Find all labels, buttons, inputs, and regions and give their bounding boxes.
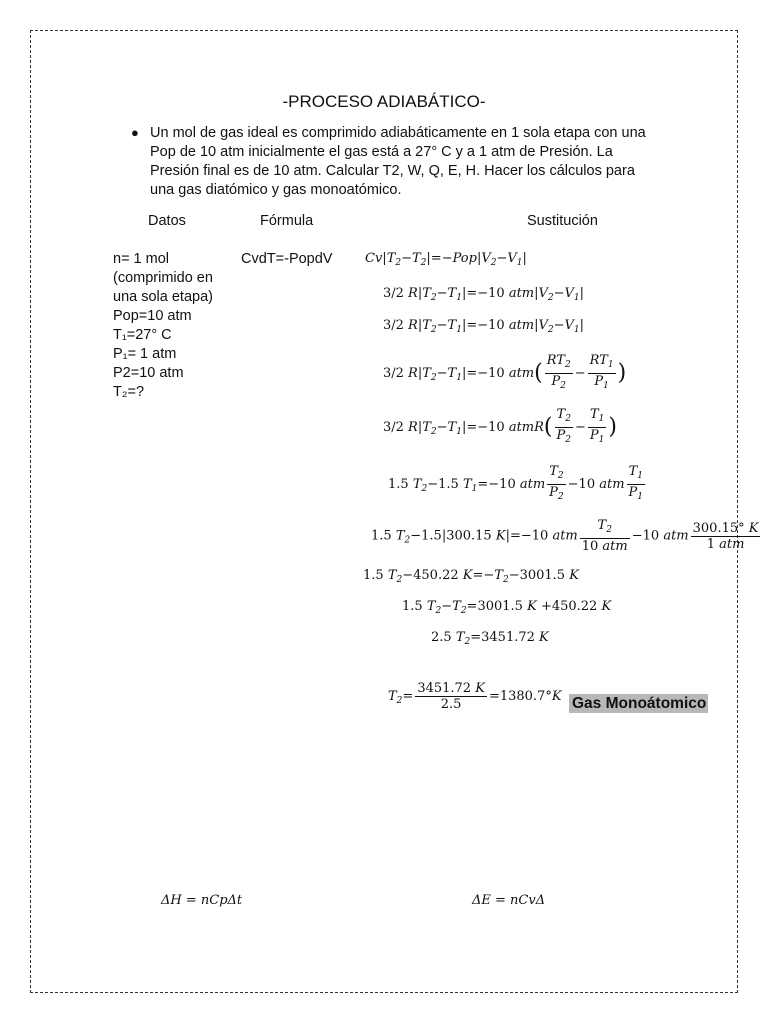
datos-line: (comprimido en (113, 270, 213, 286)
datos-line: T₁=27° C (113, 327, 172, 343)
datos-line: P₁= 1 atm (113, 346, 177, 362)
page-title: -PROCESO ADIABÁTICO- (282, 92, 486, 111)
gas-monoatomico-label: Gas Monoátomico (569, 694, 708, 713)
equation-step-6: 1.5 $T_2-1.5$ $T_1=-10$ atm $\frac{T_2}{P_2}$ −10 atm $\frac{T_1}{P_1}$ (388, 464, 644, 502)
enthalpy-formula: ΔH = nCpΔt (161, 893, 243, 908)
equation-step-10: 2.5 $T_2=3451.72$ K (431, 630, 549, 647)
equation-step-7: 1.5 $T_2-1.5|300.15$ K|=−10 atm $\frac{T_2}{\text{10 atm}}$ −10 atm $\frac{300.15^\circ K}{\text{1 atm}}$ (371, 518, 759, 554)
header-datos: Datos (148, 213, 186, 229)
datos-line: una sola etapa) (113, 289, 213, 305)
formula-text: CvdT=-PopdV (241, 251, 333, 267)
datos-line: Pop=10 atm (113, 308, 192, 324)
bullet-icon: ● (131, 125, 139, 140)
equation-step-1: $Cv|T_2-T_2|=-Pop|V_2-V_1|$ (365, 251, 527, 268)
equation-step-5: 3/2 $R|T_2-T_1|=-10$ atmR( $\frac{T_2}{P_2}$ − $\frac{T_1}{P_1}$ ) (383, 407, 617, 445)
equation-result: $T_2=$ $\frac{3451.72 K}{2.5}$ =1380.7°K (388, 681, 562, 712)
datos-line: P2=10 atm (113, 365, 184, 381)
header-formula: Fórmula (260, 213, 314, 229)
header-sustitucion: Sustitución (527, 213, 598, 229)
equation-step-9: 1.5 $T_2-T_2=3001.5$ K +450.22 K (402, 599, 612, 616)
datos-line: n= 1 mol (113, 251, 170, 267)
equation-step-8: 1.5 $T_2-450.22$ $K=-T_2-3001.5$ K (363, 568, 579, 585)
problem-statement: Un mol de gas ideal es comprimido adiabáticamente en 1 sola etapa con una Pop de 10 atm inicialmente el gas está a 27° C y a 1 atm de Presión. La Presión final es de 10 atm. Calcular T2, W, Q, E, H. Hacer los cálculos para una gas diatómico y gas monoatómico. (150, 125, 646, 198)
equation-step-3: 3/2 $R|T_2-T_1|=-10$ $atm|V_2-V_1|$ (383, 318, 585, 335)
equation-step-4: 3/2 $R|T_2-T_1|=-10$ atm( $\frac{RT_2}{P_2}$ − $\frac{RT_1}{P_1}$ ) (383, 353, 627, 391)
equation-step-2: 3/2 $R|T_2-T_1|=-10$ $atm|V_2-V_1|$ (383, 286, 585, 303)
datos-line: T₂=? (113, 384, 145, 400)
internal-energy-formula: ΔE = nCvΔ (472, 893, 546, 908)
